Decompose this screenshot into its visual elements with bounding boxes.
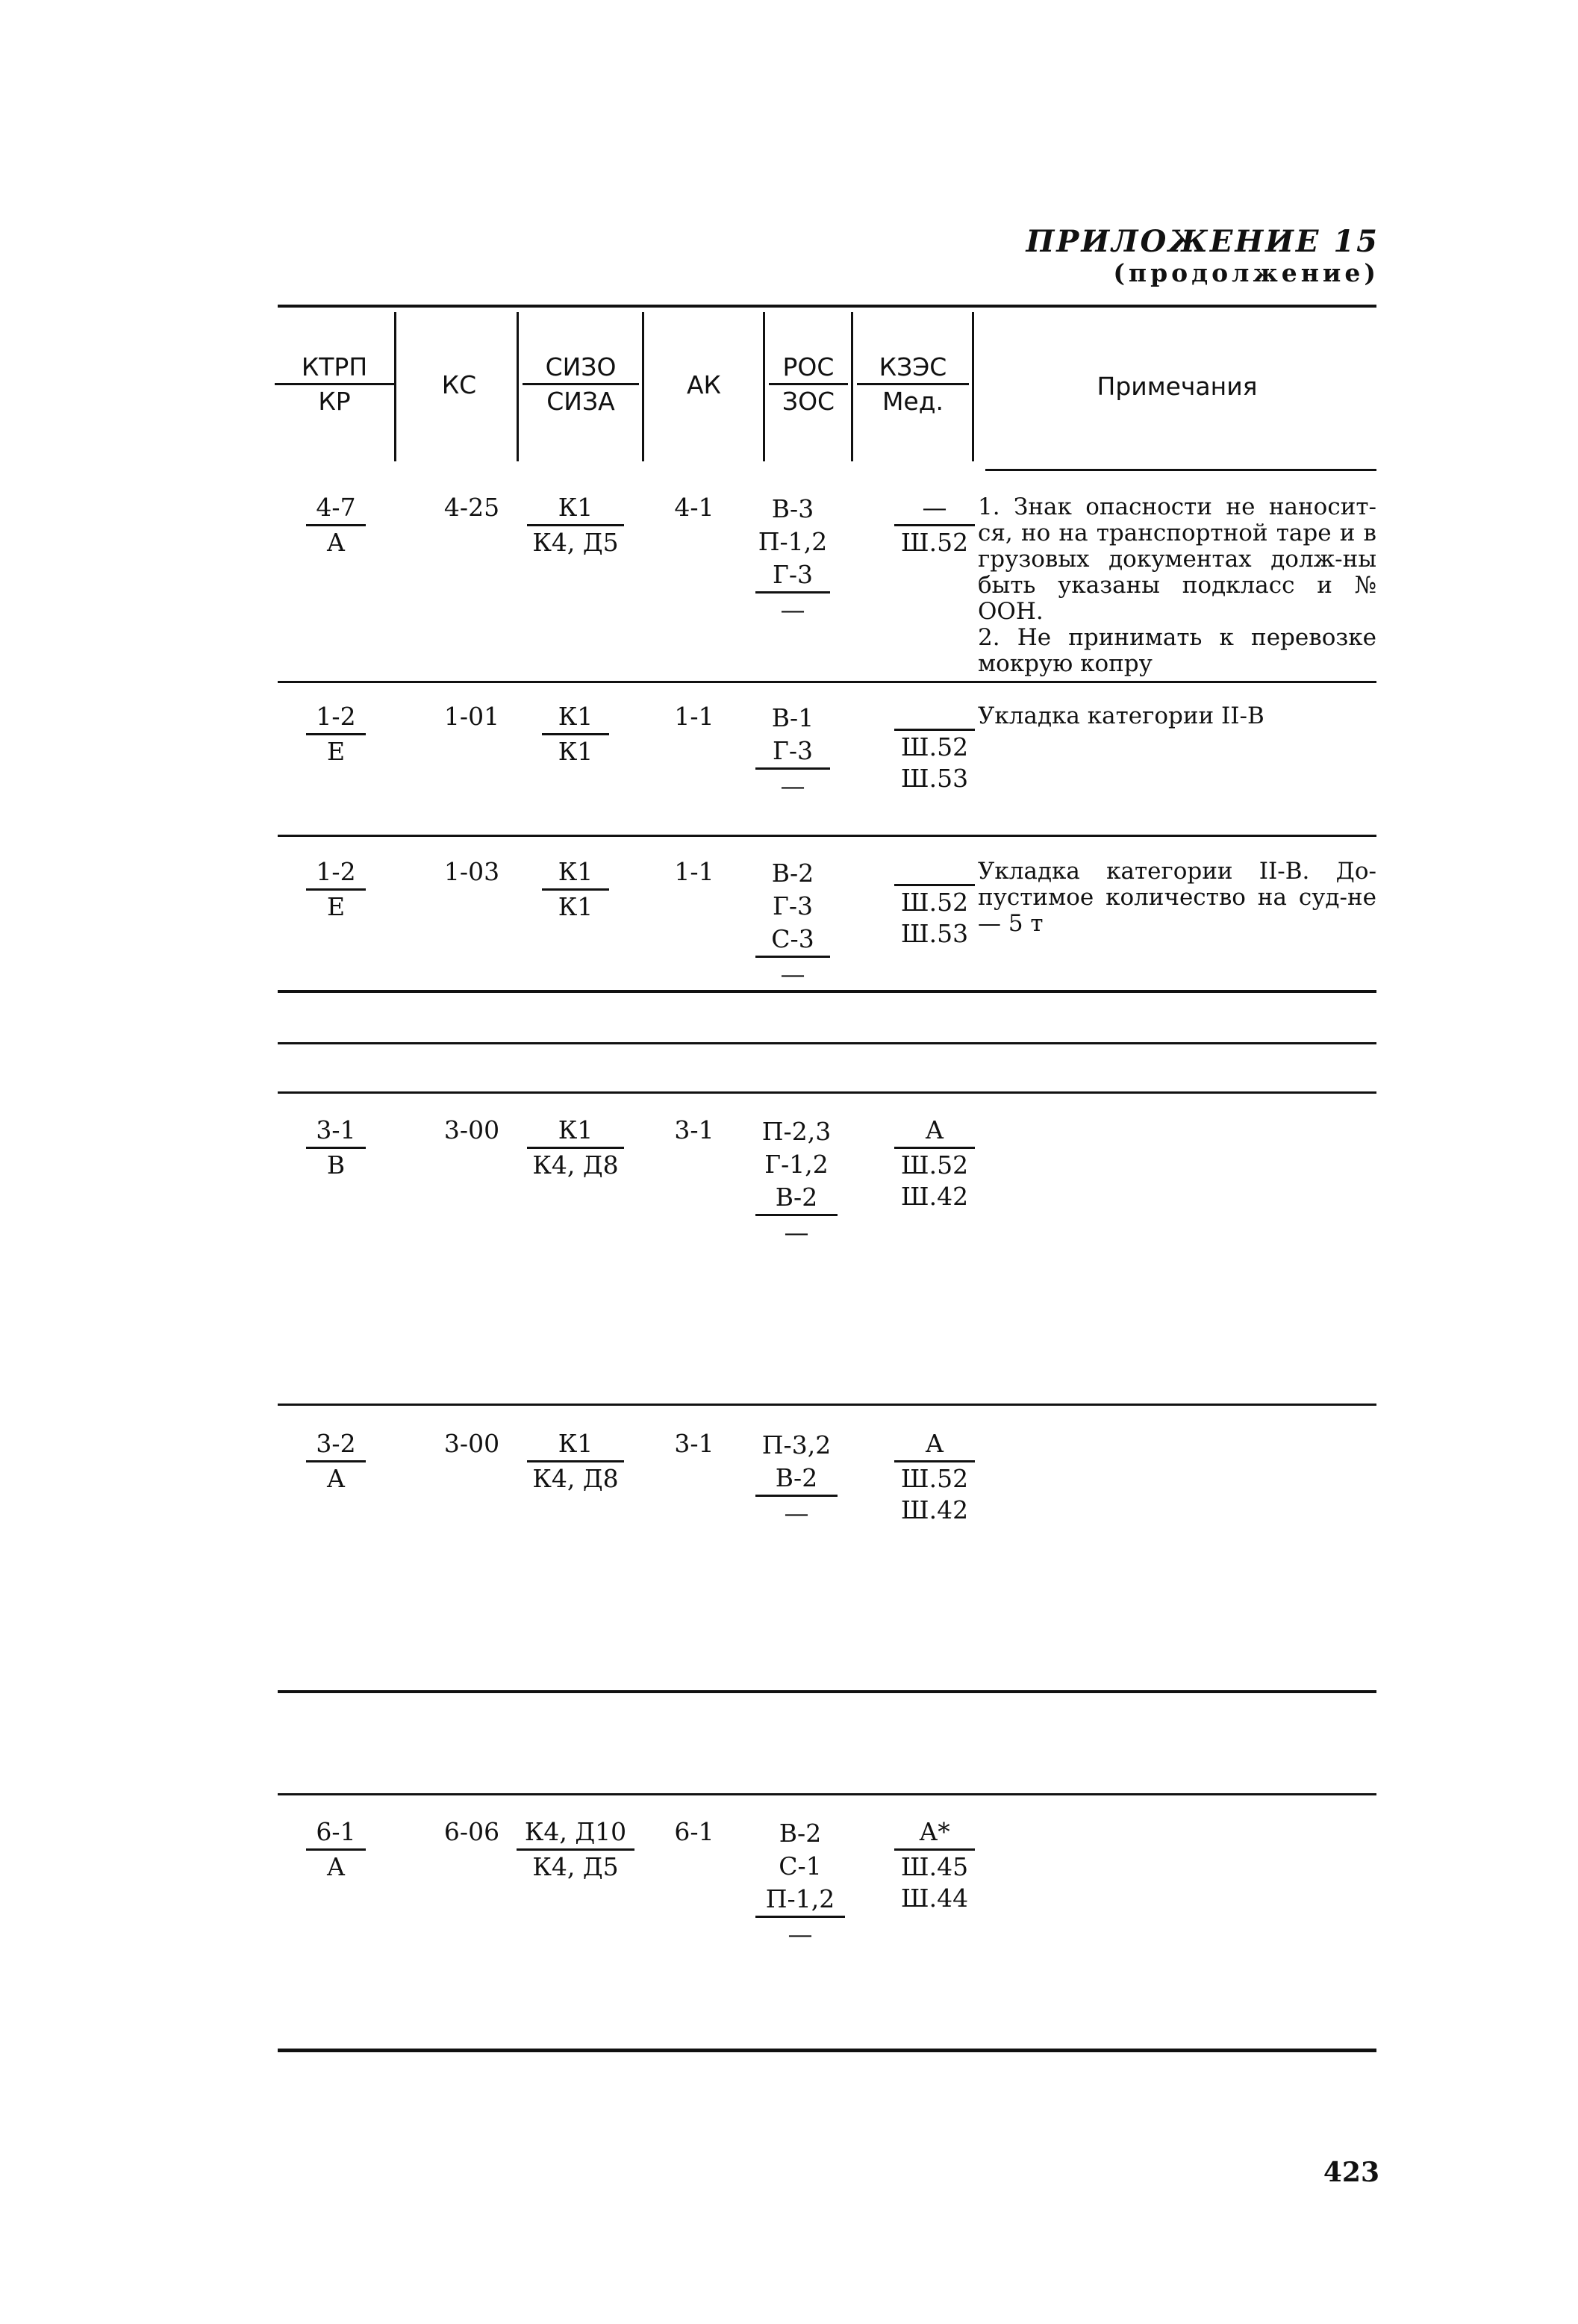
ak-cell: 3-1 bbox=[674, 1429, 714, 1458]
kzes-med-cell bbox=[894, 1429, 975, 1525]
table-row bbox=[278, 1115, 1376, 1265]
ros-value: П-1,2 bbox=[755, 1883, 845, 1918]
siza-value: К4, Д8 bbox=[532, 1464, 619, 1493]
med-value: Ш.52 bbox=[900, 732, 969, 761]
page-number: 423 bbox=[1323, 2157, 1379, 2188]
kzes-med-cell bbox=[894, 724, 975, 794]
col-divider bbox=[972, 312, 974, 461]
zos-value: — bbox=[780, 595, 805, 624]
row-separator bbox=[278, 1690, 1376, 1693]
siza-value: К4, Д5 bbox=[532, 1852, 619, 1881]
sizo-value: К4, Д10 bbox=[517, 1817, 634, 1851]
sizo-value: К1 bbox=[542, 857, 609, 891]
sizo-value: К1 bbox=[527, 1429, 624, 1462]
col-header-ks: КС bbox=[441, 370, 477, 399]
kr-value: Е bbox=[326, 892, 346, 921]
note-text: Укладка категории II-В bbox=[978, 703, 1264, 729]
header-bottom-rule bbox=[985, 469, 1376, 471]
note-text: Укладка категории II-В. До-пустимое количество на суд-не — 5 т bbox=[978, 858, 1376, 937]
col-header-sizo-siza bbox=[523, 352, 639, 416]
table-row bbox=[278, 493, 1376, 679]
kzes-value: А bbox=[894, 1429, 975, 1462]
table-row bbox=[278, 702, 1376, 821]
med-value: Ш.52 bbox=[900, 528, 969, 557]
ros-zos-cell bbox=[755, 1115, 838, 1249]
ktrp-kr-cell bbox=[306, 1115, 366, 1180]
ros-zos-cell bbox=[755, 1817, 845, 1951]
med-value: Ш.42 bbox=[900, 1182, 969, 1211]
ros-value: П-1,2 bbox=[758, 527, 828, 556]
ros-value: Г-3 bbox=[755, 735, 830, 770]
kzes-med-cell bbox=[894, 879, 975, 949]
sizo-siza-cell bbox=[505, 1429, 646, 1494]
ktrp-value: 3-2 bbox=[306, 1429, 366, 1462]
sizo-siza-cell bbox=[505, 493, 646, 558]
row-separator bbox=[278, 1091, 1376, 1094]
note-text: 2. Не принимать к перевозке мокрую копру bbox=[978, 624, 1376, 677]
col-header-siza: СИЗА bbox=[546, 387, 615, 416]
sizo-value: К1 bbox=[527, 1115, 624, 1149]
ktrp-value: 6-1 bbox=[306, 1817, 366, 1851]
col-header-med: Мед. bbox=[882, 387, 944, 416]
col-header-ros-zos bbox=[769, 352, 848, 416]
col-divider bbox=[394, 312, 396, 461]
zos-value: — bbox=[780, 771, 805, 800]
ktrp-value: 3-1 bbox=[306, 1115, 366, 1149]
sizo-siza-cell bbox=[505, 857, 646, 922]
col-header-ktrp-kr bbox=[275, 352, 394, 416]
ktrp-kr-cell bbox=[306, 1817, 366, 1882]
row-separator bbox=[278, 1793, 1376, 1795]
col-header-kzes: КЗЭС bbox=[857, 352, 969, 385]
note-text: 1. Знак опасности не наносит-ся, но на транспортной таре и в грузовых документах долж-ны быть указаны подкласс и № ООН. bbox=[978, 493, 1376, 625]
ros-value: В-2 bbox=[755, 1462, 838, 1497]
med-value: Ш.44 bbox=[900, 1884, 969, 1913]
ros-value: В-2 bbox=[755, 1181, 838, 1216]
ks-cell: 3-00 bbox=[443, 1429, 500, 1458]
ros-zos-cell bbox=[755, 702, 830, 803]
col-divider bbox=[642, 312, 644, 461]
ks-cell: 1-01 bbox=[443, 702, 500, 731]
ak-cell: 4-1 bbox=[674, 493, 714, 522]
col-divider bbox=[763, 312, 765, 461]
ak-cell: 3-1 bbox=[674, 1115, 714, 1144]
kzes-med-cell bbox=[894, 1817, 975, 1913]
ks-cell: 4-25 bbox=[443, 493, 500, 522]
row-separator bbox=[278, 1042, 1376, 1044]
notes-cell bbox=[978, 494, 1376, 677]
kr-value: А bbox=[326, 528, 346, 557]
row-separator bbox=[278, 681, 1376, 683]
ros-value: В-2 bbox=[779, 1819, 822, 1848]
ktrp-value: 1-2 bbox=[306, 702, 366, 735]
kzes-value: — bbox=[894, 493, 975, 526]
sizo-siza-cell bbox=[505, 1115, 646, 1180]
ks-cell: 1-03 bbox=[443, 857, 500, 886]
ros-value: В-1 bbox=[771, 703, 814, 732]
kr-value: А bbox=[326, 1852, 346, 1881]
kr-value: В bbox=[326, 1150, 346, 1180]
med-value: Ш.52 bbox=[900, 1464, 969, 1493]
med-value: Ш.42 bbox=[900, 1495, 969, 1524]
ros-zos-cell bbox=[755, 1429, 838, 1530]
siza-value: К4, Д8 bbox=[532, 1150, 619, 1180]
table-row bbox=[278, 857, 1376, 988]
col-header-ros: РОС bbox=[769, 352, 848, 385]
ros-value: Г-3 bbox=[755, 558, 830, 594]
kzes-med-cell bbox=[894, 493, 975, 558]
ros-value: Г-1,2 bbox=[764, 1150, 829, 1179]
med-value: Ш.53 bbox=[900, 919, 969, 948]
ktrp-kr-cell bbox=[306, 1429, 366, 1494]
col-header-sizo: СИЗО bbox=[523, 352, 639, 385]
kzes-med-cell bbox=[894, 1115, 975, 1212]
med-value: Ш.45 bbox=[900, 1852, 969, 1881]
appendix-title: ПРИЛОЖЕНИЕ 15 bbox=[1026, 224, 1379, 259]
ktrp-kr-cell bbox=[306, 493, 366, 558]
kzes-value: А bbox=[894, 1115, 975, 1149]
col-divider bbox=[851, 312, 853, 461]
ros-value: В-3 bbox=[771, 494, 814, 523]
ktrp-value: 1-2 bbox=[306, 857, 366, 891]
ak-cell: 6-1 bbox=[674, 1817, 714, 1846]
ros-value: В-2 bbox=[771, 859, 814, 888]
col-header-ktrp: КТРП bbox=[275, 352, 394, 385]
table-row bbox=[278, 1429, 1376, 1578]
ktrp-kr-cell bbox=[306, 857, 366, 922]
siza-value: К1 bbox=[558, 892, 593, 921]
sizo-value: К1 bbox=[527, 493, 624, 526]
col-header-notes: Примечания bbox=[1097, 372, 1258, 401]
kzes-value bbox=[894, 724, 975, 731]
kzes-value: А* bbox=[894, 1817, 975, 1851]
ak-cell: 1-1 bbox=[674, 702, 714, 731]
med-value: Ш.53 bbox=[900, 764, 969, 793]
table-bottom-rule bbox=[278, 2049, 1376, 2052]
table-row bbox=[278, 1817, 1376, 1966]
row-separator bbox=[278, 1404, 1376, 1406]
col-header-ak: АК bbox=[686, 370, 721, 399]
ros-zos-cell bbox=[755, 493, 830, 626]
ros-value: С-1 bbox=[779, 1851, 822, 1881]
kr-value: А bbox=[326, 1464, 346, 1493]
ros-value: Г-3 bbox=[773, 891, 813, 920]
ros-value: П-2,3 bbox=[761, 1117, 832, 1146]
zos-value: — bbox=[784, 1218, 809, 1247]
notes-cell bbox=[978, 859, 1376, 937]
ktrp-value: 4-7 bbox=[306, 493, 366, 526]
ks-cell: 3-00 bbox=[443, 1115, 500, 1144]
kr-value: Е bbox=[326, 737, 346, 766]
col-divider bbox=[517, 312, 519, 461]
sizo-siza-cell bbox=[505, 702, 646, 767]
zos-value: — bbox=[788, 1919, 813, 1948]
ktrp-kr-cell bbox=[306, 702, 366, 767]
ros-zos-cell bbox=[755, 857, 830, 991]
continuation-label: (продолжение) bbox=[1113, 258, 1379, 287]
sizo-siza-cell bbox=[505, 1817, 646, 1882]
ros-value: С-3 bbox=[755, 923, 830, 958]
row-separator bbox=[278, 990, 1376, 993]
col-header-zos: ЗОС bbox=[782, 387, 835, 416]
med-value: Ш.52 bbox=[900, 888, 969, 917]
notes-cell bbox=[978, 703, 1376, 729]
ks-cell: 6-06 bbox=[443, 1817, 500, 1846]
med-value: Ш.52 bbox=[900, 1150, 969, 1180]
kzes-value bbox=[894, 879, 975, 886]
zos-value: — bbox=[784, 1498, 809, 1527]
row-separator bbox=[278, 835, 1376, 837]
siza-value: К1 bbox=[558, 737, 593, 766]
zos-value: — bbox=[780, 959, 805, 988]
ros-value: П-3,2 bbox=[761, 1430, 832, 1459]
ak-cell: 1-1 bbox=[674, 857, 714, 886]
table-top-rule bbox=[278, 305, 1376, 308]
sizo-value: К1 bbox=[542, 702, 609, 735]
col-header-kzes-med bbox=[857, 352, 969, 416]
col-header-kr: КР bbox=[318, 387, 351, 416]
siza-value: К4, Д5 bbox=[532, 528, 619, 557]
